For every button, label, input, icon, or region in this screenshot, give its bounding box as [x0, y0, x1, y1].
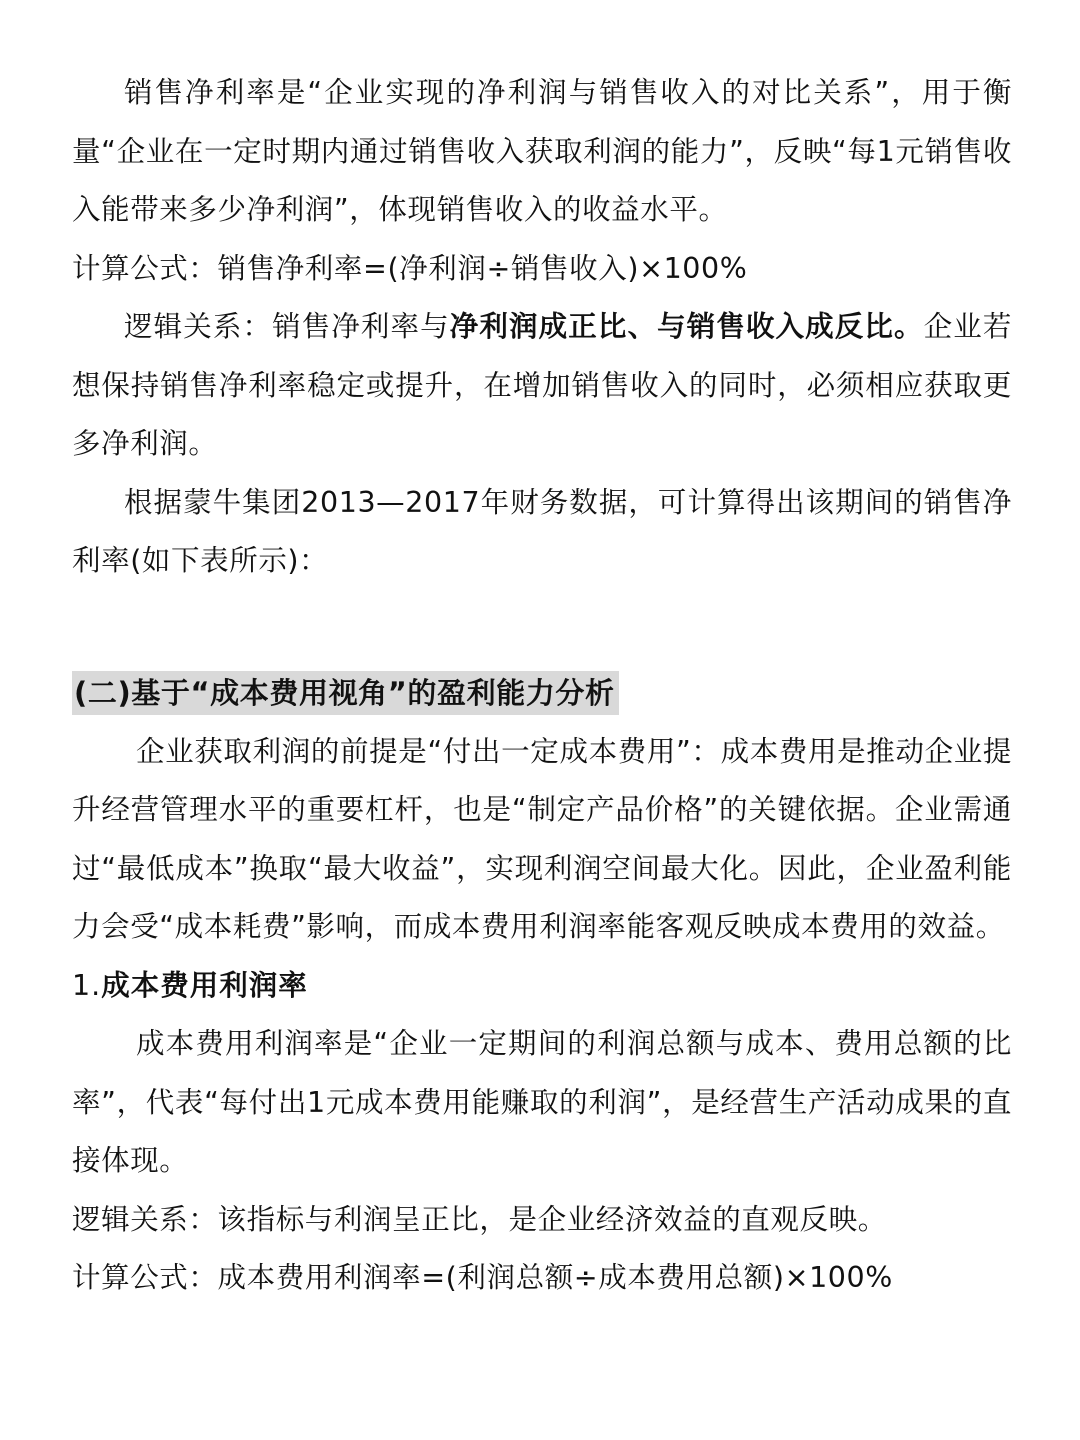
section-heading-cost-perspective: (二)基于“成本费用视角”的盈利能力分析: [72, 671, 619, 715]
logic-suffix: 企业若想保持销售净利率稳定或提升，在增加销售收入的同时，必须相应获取更多净利润。: [72, 310, 1012, 460]
subheading-cost-expense-profit-rate: [72, 957, 1012, 1016]
paragraph-net-profit-margin-definition: 销售净利率是“企业实现的净利润与销售收入的对比关系”，用于衡量“企业在一定时期内通过销售收入获取利润的能力”，反映“每1元销售收入能带来多少净利润”，体现销售收入的收益水平。: [72, 76, 1012, 226]
formula-net-profit-margin: 计算公式：销售净利率=(净利润÷销售收入)×100%: [72, 251, 748, 285]
logic-bold-emphasis: 净利润成正比、与销售收入成反比。: [449, 310, 924, 343]
subheading-number: 1.: [72, 968, 102, 1002]
document-page: [72, 64, 1012, 1308]
paragraph-cost-expense-intro: 企业获取利润的前提是“付出一定成本费用”：成本费用是推动企业提升经营管理水平的重要杠杆，也是“制定产品价格”的关键依据。企业需通过“最低成本”换取“最大收益”，实现利润空间最大化。因此，企业盈利能力会受“成本耗费”影响，而成本费用利润率能客观反映成本费用的效益。: [72, 734, 1012, 943]
paragraph-logic-cost-expense: 逻辑关系：该指标与利润呈正比，是企业经济效益的直观反映。: [72, 1202, 887, 1236]
paragraph-logic-net-profit-margin: [72, 298, 1012, 474]
subheading-title: 成本费用利润率: [101, 968, 308, 1002]
logic-prefix: 逻辑关系：销售净利率与: [124, 310, 450, 343]
paragraph-cost-expense-profit-rate-definition: 成本费用利润率是“企业一定期间的利润总额与成本、费用总额的比率”，代表“每付出1元成本费用能赚取的利润”，是经营生产活动成果的直接体现。: [72, 1027, 1012, 1177]
section-heading-wrap: [72, 663, 1012, 723]
formula-cost-expense-profit-rate: 计算公式：成本费用利润率=(利润总额÷成本费用总额)×100%: [72, 1261, 893, 1294]
paragraph-mengniu-data-intro: 根据蒙牛集团2013—2017年财务数据，可计算得出该期间的销售净利率(如下表所示)：: [72, 485, 1012, 577]
